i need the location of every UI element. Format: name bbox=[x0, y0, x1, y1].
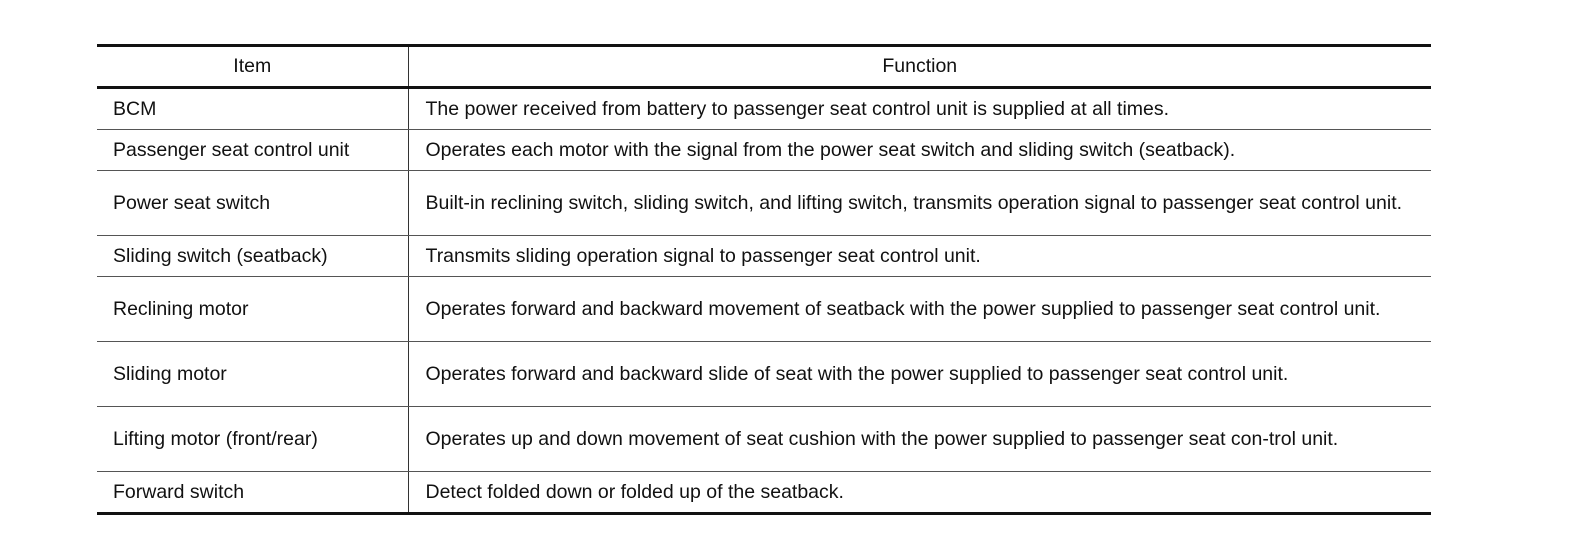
row-function-cell: The power received from battery to passenger seat control unit is supplied at all times. bbox=[408, 88, 1431, 130]
table-row bbox=[97, 277, 1431, 342]
row-item-cell: Passenger seat control unit bbox=[97, 130, 408, 171]
row-item-cell: BCM bbox=[97, 88, 408, 130]
table-row bbox=[97, 472, 1431, 514]
row-function-cell: Operates up and down movement of seat cushion with the power supplied to passenger seat con-trol unit. bbox=[408, 407, 1431, 472]
table-row bbox=[97, 342, 1431, 407]
component-function-table bbox=[97, 44, 1431, 515]
row-function-cell: Operates forward and backward slide of seat with the power supplied to passenger seat control unit. bbox=[408, 342, 1431, 407]
table-header-row bbox=[97, 46, 1431, 88]
row-item-cell: Sliding motor bbox=[97, 342, 408, 407]
row-function-cell: Detect folded down or folded up of the seatback. bbox=[425, 480, 844, 503]
row-item-cell: Power seat switch bbox=[97, 171, 408, 236]
table-row bbox=[97, 171, 1431, 236]
table-row bbox=[97, 88, 1431, 130]
column-header-function: Function bbox=[408, 46, 1431, 88]
table-row bbox=[97, 407, 1431, 472]
row-item-cell: Lifting motor (front/rear) bbox=[97, 407, 408, 472]
row-item-cell: Reclining motor bbox=[97, 277, 408, 342]
row-item-cell: Forward switch bbox=[97, 472, 408, 514]
column-header-item: Item bbox=[97, 46, 408, 88]
row-function-cell: Operates forward and backward movement of seatback with the power supplied to passenger seat control unit. bbox=[408, 277, 1431, 342]
row-function-cell: Built-in reclining switch, sliding switch, and lifting switch, transmits operation signal to passenger seat control unit. bbox=[408, 171, 1431, 236]
row-function-cell: Transmits sliding operation signal to passenger seat control unit. bbox=[408, 236, 1431, 277]
row-function-cell: Operates each motor with the signal from the power seat switch and sliding switch (seatback). bbox=[408, 130, 1431, 171]
table-row bbox=[97, 236, 1431, 277]
table-row bbox=[97, 130, 1431, 171]
row-item-cell: Sliding switch (seatback) bbox=[97, 236, 408, 277]
